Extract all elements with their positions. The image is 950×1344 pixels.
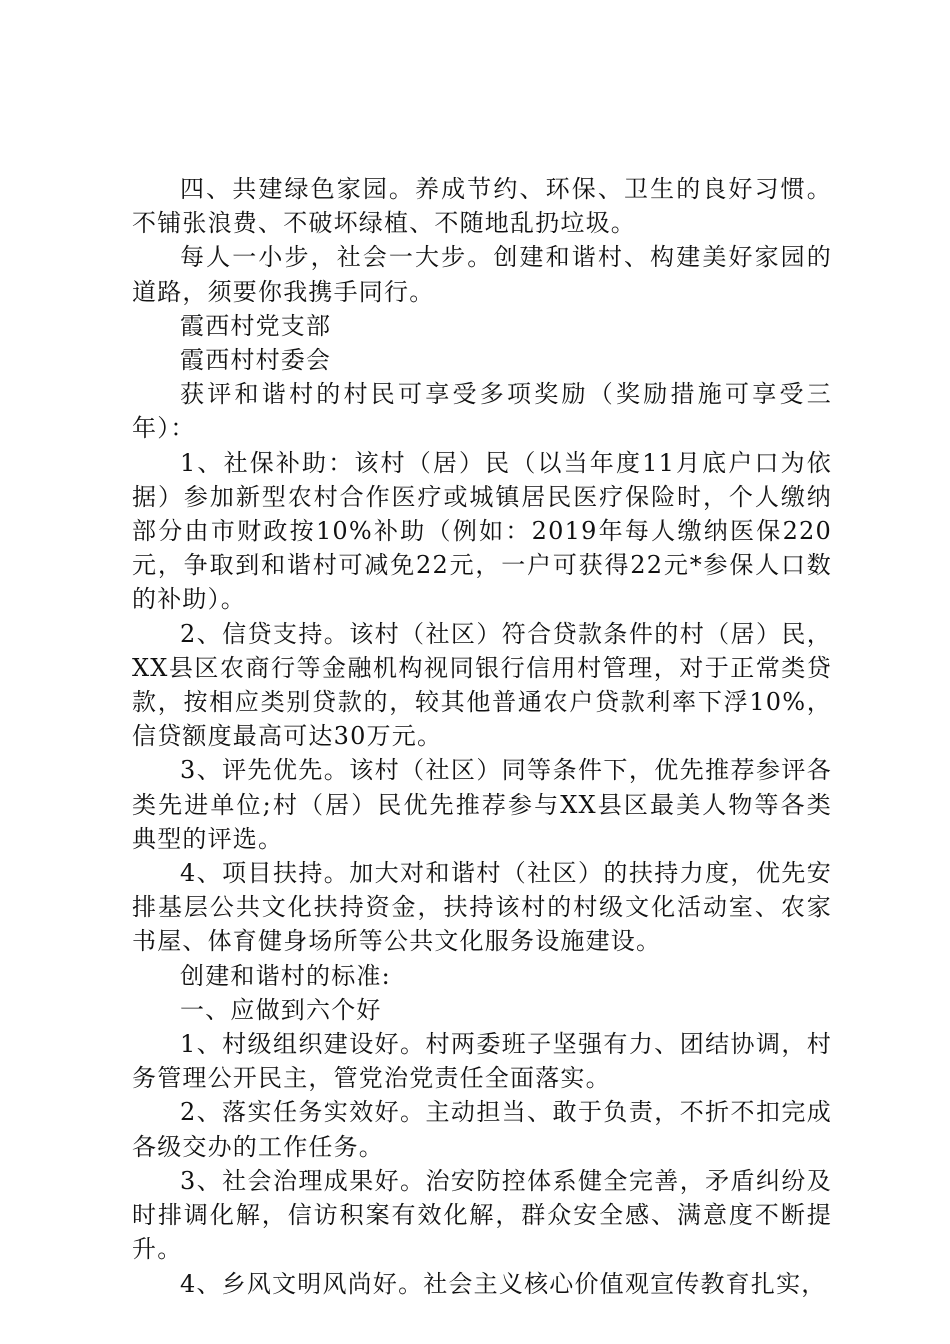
paragraph-civilization: 4、乡风文明风尚好。社会主义核心价值观宣传教育扎实， [180, 1269, 827, 1298]
paragraph-closing-appeal: 每人一小步，社会一大步。创建和谐村、构建美好家园的道路，须要你我携手同行。 [132, 243, 832, 306]
heading-standards: 创建和谐村的标准: [180, 961, 391, 990]
paragraph-social-governance: 3、社会治理成果好。治安防控体系健全完善，矛盾纠纷及时排调化解，信访积案有效化解，群众安全感、满意度不断提升。 [132, 1166, 832, 1264]
paragraph-rewards-intro: 获评和谐村的村民可享受多项奖励（奖励措施可享受三年）： [132, 380, 832, 443]
signature-village-committee: 霞西村村委会 [180, 346, 332, 375]
paragraph-social-insurance: 1、社保补助：该村（居）民（以当年度11月底户口为依据）参加新型农村合作医疗或城镇居民医疗保险时，个人缴纳部分由市财政按10%补助（例如：2019年每人缴纳医保220元，争取到和谐村可减免22元，一户可获得22元*参保人口数的补助）。 [132, 448, 832, 614]
paragraph-evaluation-priority: 3、评先优先。该村（社区）同等条件下，优先推荐参评各类先进单位;村（居）民优先推荐参与XX县区最美人物等各类典型的评选。 [132, 756, 832, 853]
heading-six-goods: 一、应做到六个好 [180, 995, 382, 1024]
signature-party-branch: 霞西村党支部 [180, 311, 332, 340]
paragraph-organization: 1、村级组织建设好。村两委班子坚强有力、团结协调，村务管理公开民主，管党治党责任全面落实。 [132, 1030, 832, 1093]
paragraph-project-support: 4、项目扶持。加大对和谐村（社区）的扶持力度，优先安排基层公共文化扶持资金，扶持该村的村级文化活动室、农家书屋、体育健身场所等公共文化服务设施建设。 [132, 859, 832, 956]
paragraph-task-implementation: 2、落实任务实效好。主动担当、敢于负责，不折不扣完成各级交办的工作任务。 [132, 1098, 832, 1161]
paragraph-green-home: 四、共建绿色家园。养成节约、环保、卫生的良好习惯。不铺张浪费、不破坏绿植、不随地乱扔垃圾。 [132, 175, 832, 238]
document-body [132, 172, 832, 1301]
paragraph-credit-support: 2、信贷支持。该村（社区）符合贷款条件的村（居）民，XX县区农商行等金融机构视同银行信用村管理，对于正常类贷款，按相应类别贷款的，较其他普通农户贷款利率下浮10%，信贷额度最高可达30万元。 [132, 619, 832, 751]
